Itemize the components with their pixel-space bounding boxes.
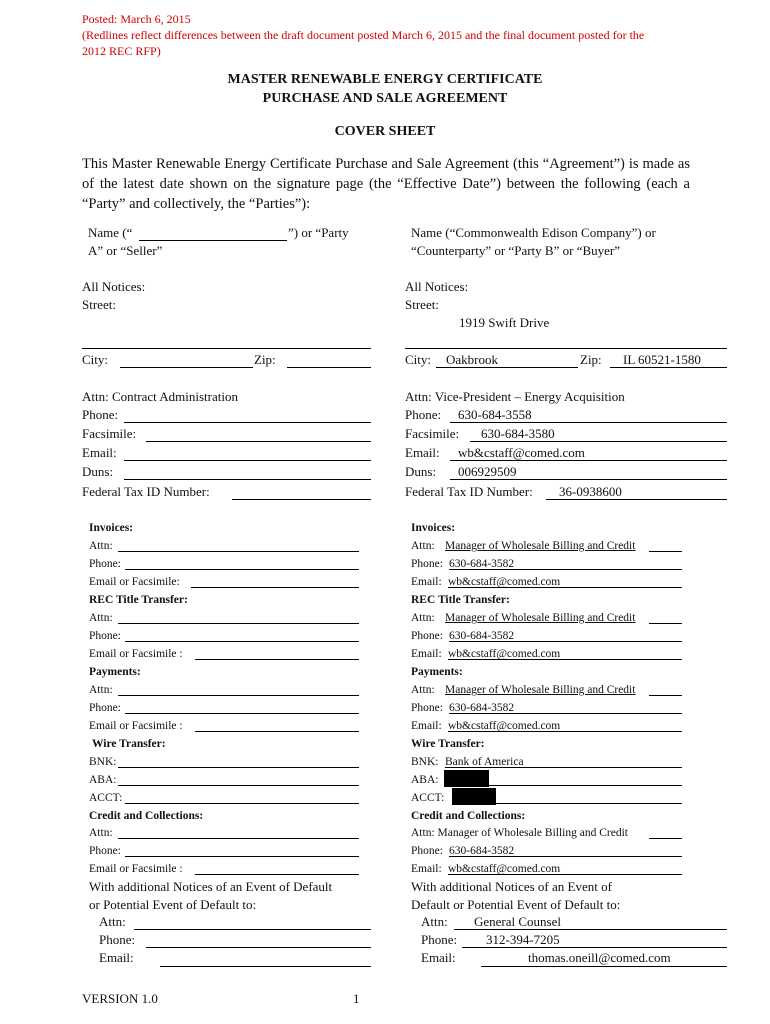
- left-inv-phone-field[interactable]: [125, 569, 359, 570]
- left-acct-field[interactable]: [125, 803, 359, 804]
- right-aba-label: ABA:: [411, 774, 439, 786]
- right-inv-phone-value: 630-684-3582: [449, 558, 515, 570]
- left-cr-attn-field[interactable]: [118, 838, 359, 839]
- left-rec-email: Email or Facsimile :: [89, 648, 183, 660]
- right-phone-label: Phone:: [405, 407, 442, 422]
- left-pay-attn-field[interactable]: [118, 695, 359, 696]
- left-inv-attn-field[interactable]: [118, 551, 359, 552]
- redline-note-line1: (Redlines reflect differences between the draft document posted March 6, 2015 and the final document posted for the: [82, 28, 645, 42]
- right-default-phone-value: 312-394-7205: [486, 932, 560, 947]
- doc-title-line2: PURCHASE AND SALE AGREEMENT: [262, 91, 508, 106]
- right-rec-attn-line: [649, 623, 682, 624]
- right-inv-attn-line: [649, 551, 682, 552]
- right-cr-email-value: wb&cstaff@comed.com: [448, 863, 561, 875]
- left-cr-attn: Attn:: [89, 827, 113, 839]
- footer-page-number: 1: [353, 991, 360, 1006]
- right-bnk-value: Bank of America: [445, 756, 524, 768]
- right-rec-phone-line: [449, 641, 682, 642]
- right-phone-line: [450, 422, 727, 423]
- left-fed-tax-label: Federal Tax ID Number:: [82, 484, 210, 499]
- left-phone-field[interactable]: [124, 422, 371, 423]
- right-acct-line: [496, 803, 682, 804]
- right-duns-value: 006929509: [458, 464, 517, 479]
- left-rec-attn-field[interactable]: [118, 623, 359, 624]
- right-cr-attn: Attn: Manager of Wholesale Billing and Credit: [411, 827, 628, 839]
- left-pay-attn: Attn:: [89, 684, 113, 696]
- right-duns-label: Duns:: [405, 464, 437, 479]
- left-inv-phone: Phone:: [89, 558, 121, 570]
- left-cr-email-field[interactable]: [195, 874, 359, 875]
- right-rec-attn-label: Attn:: [411, 612, 435, 624]
- cover-sheet-title: COVER SHEET: [334, 124, 436, 139]
- left-pay-email: Email or Facsimile :: [89, 720, 183, 732]
- right-duns-line: [450, 479, 727, 480]
- right-cr-email-label: Email:: [411, 863, 442, 875]
- left-bnk-field[interactable]: [118, 767, 359, 768]
- right-default-attn-line: [454, 929, 727, 930]
- left-email-field[interactable]: [124, 460, 371, 461]
- right-pay-phone-value: 630-684-3582: [449, 702, 515, 714]
- right-default-attn-value: General Counsel: [474, 914, 562, 929]
- right-city-line: [436, 367, 578, 368]
- right-name-line1: Name (“Commonwealth Edison Company”) or: [411, 225, 656, 240]
- left-city-label: City:: [82, 352, 109, 367]
- right-phone-value: 630-684-3558: [458, 407, 532, 422]
- posted-date: Posted: March 6, 2015: [82, 12, 191, 26]
- redaction-box-acct: [452, 788, 496, 805]
- right-cr-attn-line: [649, 838, 682, 839]
- right-email-value: wb&cstaff@comed.com: [458, 445, 585, 460]
- left-attn: Attn: Contract Administration: [82, 389, 238, 404]
- left-rec-email-field[interactable]: [195, 659, 359, 660]
- left-default-email: Email:: [99, 950, 134, 965]
- right-bnk-label: BNK:: [411, 756, 439, 768]
- right-rec-phone-value: 630-684-3582: [449, 630, 515, 642]
- right-street-label: Street:: [405, 297, 439, 312]
- left-street-label: Street:: [82, 297, 116, 312]
- left-rec-phone: Phone:: [89, 630, 121, 642]
- left-pay-phone: Phone:: [89, 702, 121, 714]
- left-pay-phone-field[interactable]: [125, 713, 359, 714]
- right-rec-email-line: [448, 659, 682, 660]
- intro-paragraph: This Master Renewable Energy Certificate Purchase and Sale Agreement (this “Agreement”) is made as of the latest date shown on the signature page (the “Effective Date”) between the following (each a “Party” and collectively, the “Parties”):: [82, 156, 690, 212]
- left-acct-label: ACCT:: [89, 792, 123, 804]
- left-name-suffix: ”) or “Party: [288, 225, 349, 240]
- right-inv-attn-value: Manager of Wholesale Billing and Credit: [445, 540, 636, 552]
- left-inv-email: Email or Facsimile:: [89, 576, 180, 588]
- right-email-label: Email:: [405, 445, 440, 460]
- right-bnk-line: [445, 767, 682, 768]
- right-fed-tax-label: Federal Tax ID Number:: [405, 484, 533, 499]
- right-default-email-value: thomas.oneill@comed.com: [528, 950, 671, 965]
- right-inv-phone-label: Phone:: [411, 558, 443, 570]
- right-default-attn-label: Attn:: [421, 914, 448, 929]
- right-zip-value: IL 60521-1580: [623, 352, 701, 367]
- left-default-email-field[interactable]: [160, 966, 371, 967]
- right-pay-attn-line: [649, 695, 682, 696]
- left-zip-label: Zip:: [254, 352, 276, 367]
- left-duns-label: Duns:: [82, 464, 114, 479]
- right-inv-email-line: [448, 587, 682, 588]
- right-rec-attn-value: Manager of Wholesale Billing and Credit: [445, 612, 636, 624]
- right-default-phone-line: [462, 947, 727, 948]
- left-default-attn: Attn:: [99, 914, 126, 929]
- right-fax-label: Facsimile:: [405, 426, 460, 441]
- left-rec-phone-field[interactable]: [125, 641, 359, 642]
- right-zip-line: [610, 367, 727, 368]
- right-rec-email-value: wb&cstaff@comed.com: [448, 648, 561, 660]
- right-inv-phone-line: [449, 569, 682, 570]
- right-inv-attn-label: Attn:: [411, 540, 435, 552]
- left-wire-heading: Wire Transfer:: [92, 738, 166, 750]
- left-duns-field[interactable]: [124, 479, 371, 480]
- right-inv-email-label: Email:: [411, 576, 442, 588]
- right-all-notices: All Notices:: [405, 279, 469, 294]
- left-bnk-label: BNK:: [89, 756, 117, 768]
- left-city-field[interactable]: [120, 367, 253, 368]
- left-email-label: Email:: [82, 445, 117, 460]
- right-payments-heading: Payments:: [411, 666, 463, 678]
- right-default-email-line: [481, 966, 727, 967]
- left-name-line2: A” or “Seller”: [88, 243, 163, 258]
- left-default-phone: Phone:: [99, 932, 136, 947]
- left-invoices-heading: Invoices:: [89, 522, 134, 534]
- left-all-notices: All Notices:: [82, 279, 146, 294]
- left-fax-field[interactable]: [146, 441, 371, 442]
- left-default-phone-field[interactable]: [146, 947, 371, 948]
- left-aba-field[interactable]: [118, 785, 359, 786]
- left-rec-heading: REC Title Transfer:: [89, 594, 188, 606]
- left-inv-attn: Attn:: [89, 540, 113, 552]
- right-street-value: 1919 Swift Drive: [459, 315, 550, 330]
- right-default-phone-label: Phone:: [421, 932, 458, 947]
- right-inv-email-value: wb&cstaff@comed.com: [448, 576, 561, 588]
- left-credit-heading: Credit and Collections:: [89, 810, 204, 822]
- right-rec-heading: REC Title Transfer:: [411, 594, 510, 606]
- left-aba-label: ABA:: [89, 774, 117, 786]
- right-rec-phone-label: Phone:: [411, 630, 443, 642]
- left-street-field[interactable]: [82, 348, 371, 349]
- right-city-value: Oakbrook: [446, 352, 498, 367]
- footer-version: VERSION 1.0: [82, 991, 158, 1006]
- left-cr-phone-field[interactable]: [125, 856, 359, 857]
- left-default-line2: or Potential Event of Default to:: [89, 897, 257, 912]
- right-rec-email-label: Email:: [411, 648, 442, 660]
- right-email-line: [450, 460, 727, 461]
- doc-title-line1: MASTER RENEWABLE ENERGY CERTIFICATE: [227, 72, 543, 87]
- redline-note-line2: 2012 REC RFP): [82, 44, 161, 58]
- right-pay-attn-label: Attn:: [411, 684, 435, 696]
- right-fax-line: [470, 441, 727, 442]
- right-name-line2: “Counterparty” or “Party B” or “Buyer”: [411, 243, 621, 258]
- left-cr-email: Email or Facsimile :: [89, 863, 183, 875]
- left-rec-attn: Attn:: [89, 612, 113, 624]
- right-fed-tax-line: [546, 499, 727, 500]
- left-payments-heading: Payments:: [89, 666, 141, 678]
- right-cr-phone-line: [449, 856, 682, 857]
- right-cr-phone-label: Phone:: [411, 845, 443, 857]
- right-pay-email-label: Email:: [411, 720, 442, 732]
- left-fed-tax-field[interactable]: [232, 499, 371, 500]
- right-cr-phone-value: 630-684-3582: [449, 845, 515, 857]
- right-attn: Attn: Vice-President – Energy Acquisition: [405, 389, 625, 404]
- right-pay-email-line: [448, 731, 682, 732]
- right-street-line: [405, 348, 727, 349]
- left-default-attn-field[interactable]: [134, 929, 371, 930]
- right-aba-line: [489, 785, 682, 786]
- right-pay-attn-value: Manager of Wholesale Billing and Credit: [445, 684, 636, 696]
- right-cr-email-line: [448, 874, 682, 875]
- right-acct-label: ACCT:: [411, 792, 445, 804]
- left-fax-label: Facsimile:: [82, 426, 137, 441]
- redaction-box-aba: [444, 770, 489, 787]
- right-fed-tax-value: 36-0938600: [559, 484, 622, 499]
- right-pay-phone-label: Phone:: [411, 702, 443, 714]
- right-default-email-label: Email:: [421, 950, 456, 965]
- right-credit-heading: Credit and Collections:: [411, 810, 526, 822]
- left-name-field[interactable]: [139, 240, 287, 241]
- left-inv-email-field[interactable]: [191, 587, 359, 588]
- right-wire-heading: Wire Transfer:: [411, 738, 485, 750]
- right-fax-value: 630-684-3580: [481, 426, 555, 441]
- left-cr-phone: Phone:: [89, 845, 121, 857]
- right-invoices-heading: Invoices:: [411, 522, 456, 534]
- right-default-line1: With additional Notices of an Event of: [411, 879, 612, 894]
- right-city-label: City:: [405, 352, 432, 367]
- right-default-line2: Default or Potential Event of Default to:: [411, 897, 621, 912]
- left-name-prefix: Name (“: [88, 225, 133, 240]
- right-zip-label: Zip:: [580, 352, 602, 367]
- right-pay-email-value: wb&cstaff@comed.com: [448, 720, 561, 732]
- right-pay-phone-line: [449, 713, 682, 714]
- left-zip-field[interactable]: [287, 367, 371, 368]
- left-pay-email-field[interactable]: [195, 731, 359, 732]
- left-phone-label: Phone:: [82, 407, 119, 422]
- left-default-line1: With additional Notices of an Event of Default: [89, 879, 333, 894]
